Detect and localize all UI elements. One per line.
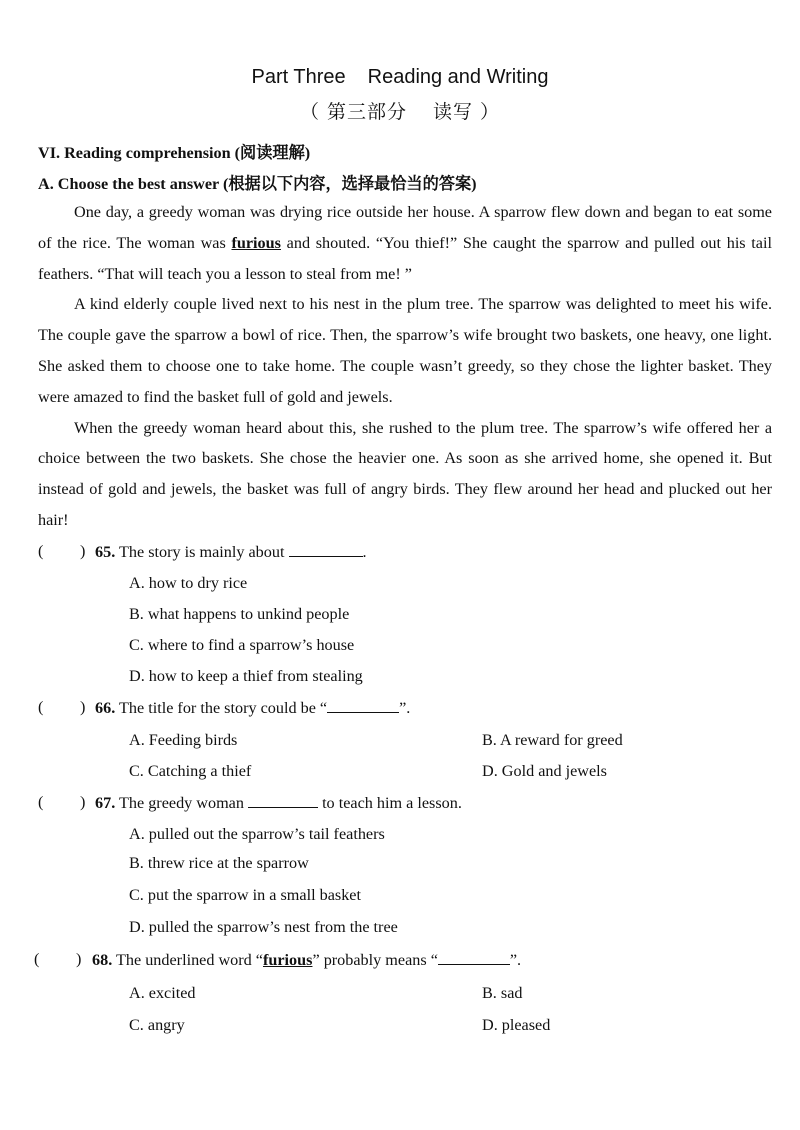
answer-paren-68-close: ) [76,950,82,968]
option-67-d[interactable]: D. pulled the sparrow’s nest from the tree [129,918,398,936]
option-67-c[interactable]: C. put the sparrow in a small basket [129,886,361,904]
option-65-a[interactable]: A. how to dry rice [129,574,248,592]
question-number: 67. [95,794,116,812]
part-subtitle-right: 读写 ） [433,101,501,123]
answer-paren-65-open: ( [38,542,44,560]
answer-paren-66-open: ( [38,698,44,716]
question-68 [92,950,521,970]
option-66-b[interactable]: B. A reward for greed [482,731,623,749]
option-67-a[interactable]: A. pulled out the sparrow’s tail feathers [129,825,385,843]
question-number: 65. [95,543,116,561]
part-title-right: Reading and Writing [367,66,549,88]
answer-paren-67-close: ) [80,793,86,811]
passage-p1-end: and shouted. “You thief!” She caught the sparrow and pulled out his tail feathers. “That will teach you a lesson to steal from me! ” [38,233,772,283]
option-65-c[interactable]: C. where to find a sparrow’s house [129,636,355,654]
part-title-left: Part Three [251,66,346,88]
answer-blank[interactable] [327,698,399,713]
answer-paren-68-open: ( [34,950,40,968]
answer-paren-65-close: ) [80,542,86,560]
option-68-a[interactable]: A. excited [129,984,196,1002]
underlined-word: furious [262,951,313,969]
option-65-d[interactable]: D. how to keep a thief from stealing [129,667,363,685]
question-stem: The greedy woman [119,794,244,812]
question-stem: The story is mainly about [119,543,285,561]
question-number: 66. [95,699,116,717]
part-subtitle [0,97,800,124]
question-number: 68. [92,951,113,969]
option-68-d[interactable]: D. pleased [482,1016,551,1034]
question-stem-middle: ” probably means “ [312,951,438,969]
question-67 [95,793,462,813]
part-title [0,66,800,89]
reading-passage [38,197,772,536]
question-stem-end: to teach him a lesson. [322,794,462,812]
passage-paragraph-2: A kind elderly couple lived next to his nest in the plum tree. The sparrow was delighted to meet his wife. The couple gave the sparrow a bowl of rice. Then, the sparrow’s wife brought two baskets, one heavy, one light. She asked them to choose one to take home. The couple wasn’t greedy, so they chose the lighter basket. They were amazed to find the basket full of gold and jewels. [38,295,772,406]
section-heading: VI. Reading comprehension (阅读理解) [38,144,311,162]
option-66-c[interactable]: C. Catching a thief [129,762,252,780]
question-stem: The underlined word “ [116,951,263,969]
answer-blank[interactable] [248,793,318,808]
option-65-b[interactable]: B. what happens to unkind people [129,605,350,623]
question-stem-end: ”. [399,699,411,717]
option-67-b[interactable]: B. threw rice at the sparrow [129,854,309,872]
option-68-c[interactable]: C. angry [129,1016,185,1034]
question-stem: The title for the story could be “ [119,699,328,717]
passage-paragraph-3: When the greedy woman heard about this, she rushed to the plum tree. The sparrow’s wife offered her a choice between the two baskets. She chose the heavier one. As soon as she arrived home, she opened it. But instead of gold and jewels, the basket was full of angry birds. They flew around her head and plucked out her hair! [38,418,772,529]
question-65 [95,542,367,562]
part-subtitle-left: （ 第三部分 [299,101,407,123]
answer-paren-66-close: ) [80,698,86,716]
question-stem-end: ”. [509,951,522,969]
option-68-b[interactable]: B. sad [482,984,523,1002]
question-66 [95,698,410,718]
option-66-a[interactable]: A. Feeding birds [129,731,238,749]
answer-paren-67-open: ( [38,793,44,811]
underlined-word: furious [231,233,281,252]
option-66-d[interactable]: D. Gold and jewels [482,762,607,780]
passage-p1-start: One day, a greedy woman was drying rice outside her house. A sparrow flew down and began to eat some of the rice. The woman was [38,203,772,252]
section-subheading: A. Choose the best answer (根据以下内容，选择最恰当的答案) [38,175,477,193]
passage-paragraph-1 [38,197,772,289]
answer-blank[interactable] [438,950,510,965]
question-stem-end: . [362,543,367,561]
answer-blank[interactable] [289,542,363,557]
